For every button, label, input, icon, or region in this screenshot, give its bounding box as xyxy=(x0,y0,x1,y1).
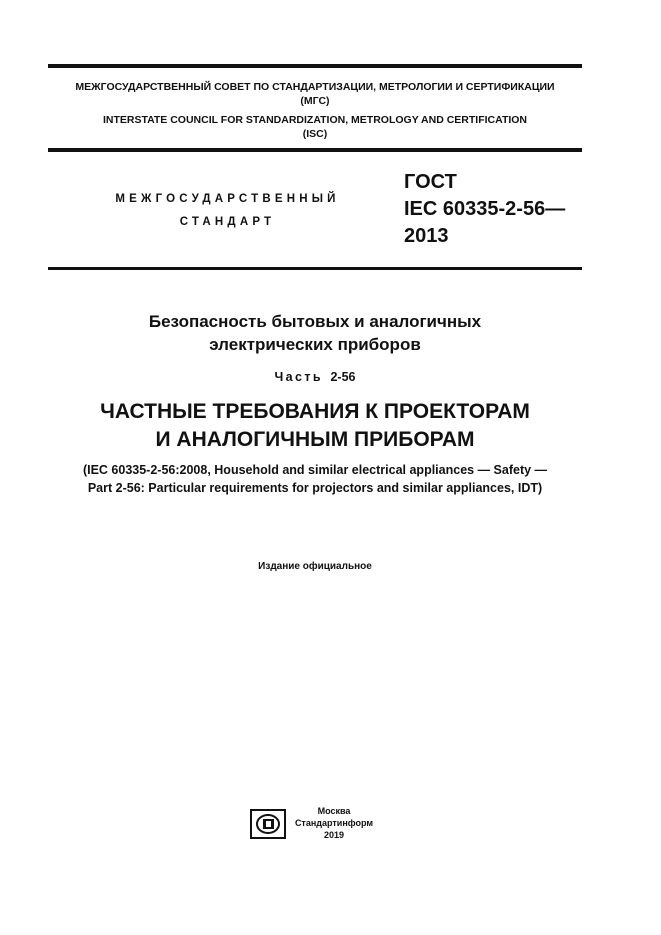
heading-line2: И АНАЛОГИЧНЫМ ПРИБОРАМ xyxy=(155,428,475,451)
top-rule xyxy=(48,64,582,68)
part-label: Часть xyxy=(274,370,323,384)
council-en-name: INTERSTATE COUNCIL FOR STANDARDIZATION, METROLOGY AND CERTIFICATION xyxy=(102,114,528,126)
part-number xyxy=(48,370,582,384)
edition-label: Издание официальное xyxy=(258,561,372,572)
part-value: 2-56 xyxy=(330,370,356,384)
designation-number: IEC 60335-2-56— xyxy=(404,198,566,220)
logo-mark-icon xyxy=(254,813,282,835)
council-bottom-rule xyxy=(48,148,582,152)
title-line1: Безопасность бытовых и аналогичных xyxy=(148,312,482,331)
designation-year: 2013 xyxy=(404,225,449,247)
standard-type-line2: СТАНДАРТ xyxy=(179,216,276,228)
publisher-block xyxy=(294,805,374,841)
iec-reference-line2: Part 2-56: Particular requirements for projectors and similar appliances, IDT) xyxy=(87,481,543,495)
council-en-abbr: (ISC) xyxy=(302,128,328,140)
iec-reference-line1: (IEC 60335-2-56:2008, Household and similar electrical appliances — Safety — xyxy=(82,463,548,477)
council-ru-name: МЕЖГОСУДАРСТВЕННЫЙ СОВЕТ ПО СТАНДАРТИЗАЦИИ, МЕТРОЛОГИИ И СЕРТИФИКАЦИИ xyxy=(75,81,555,93)
heading-line1: ЧАСТНЫЕ ТРЕБОВАНИЯ К ПРОЕКТОРАМ xyxy=(100,400,530,423)
publisher-city: Москва xyxy=(317,806,351,816)
standard-type-line1: МЕЖГОСУДАРСТВЕННЫЙ xyxy=(115,193,340,205)
publisher-year: 2019 xyxy=(323,830,345,840)
document-title xyxy=(48,310,582,356)
publisher-name: Стандартинформ xyxy=(294,818,374,828)
council-ru-abbr: (МГС) xyxy=(300,95,330,107)
title-line2: электрических приборов xyxy=(209,335,421,354)
iec-reference xyxy=(48,461,582,497)
council-block xyxy=(48,80,582,141)
designation-gost: ГОСТ xyxy=(404,171,457,193)
header-bottom-rule xyxy=(48,267,582,270)
standard-designation xyxy=(404,169,565,250)
document-heading xyxy=(48,398,582,454)
standard-type xyxy=(100,188,355,234)
standartinform-logo-icon xyxy=(250,809,286,839)
